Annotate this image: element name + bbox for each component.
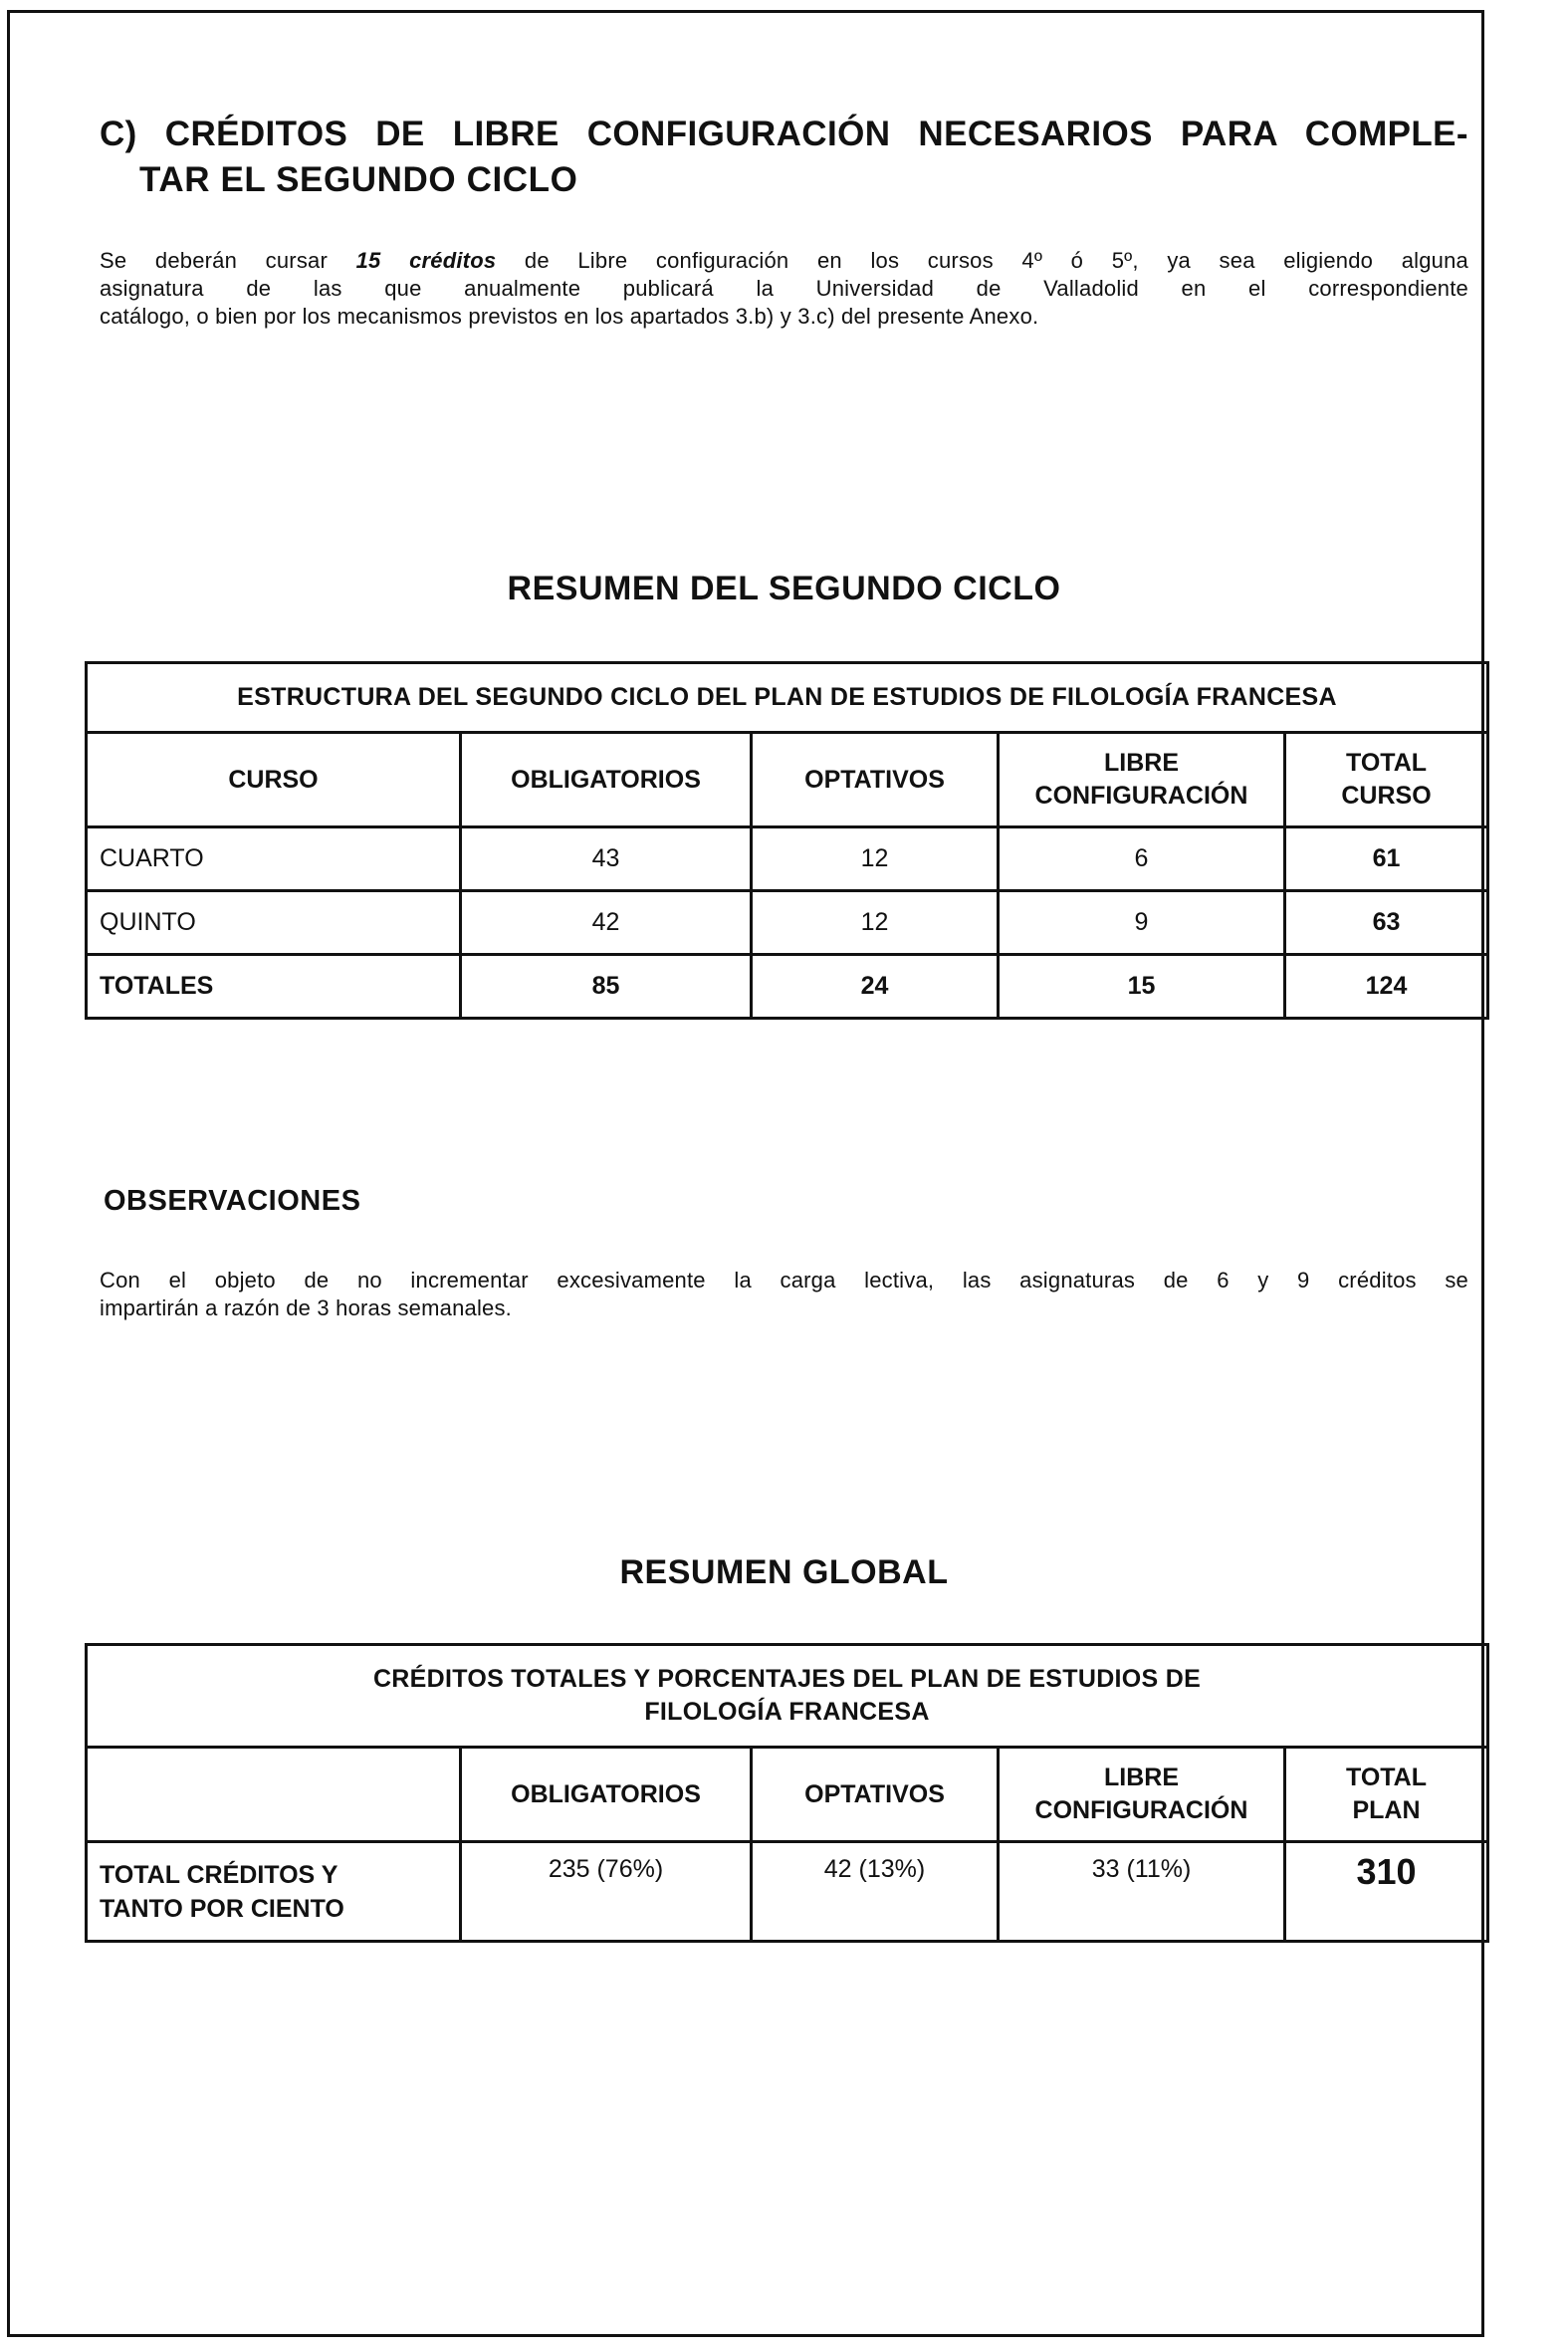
paragraph-line-1 [100,247,1468,275]
cell-libre: 6 [999,827,1285,891]
row-label-line-1: TOTAL CRÉDITOS Y [100,1860,338,1889]
header-total-line-1: TOTAL [1346,749,1428,777]
cell-total: 63 [1285,891,1488,955]
cell-obligatorios: 42 [461,891,752,955]
paragraph-line-2: asignatura de las que anualmente publicará la Universidad de Valladolid en el correspondiente [100,276,1468,301]
section-c-heading-line-1: C) CRÉDITOS DE LIBRE CONFIGURACIÓN NECESARIOS PARA COMPLE- [100,115,1468,153]
observaciones-paragraph [100,1267,1468,1322]
header-empty [87,1748,461,1842]
table-totals-row [87,955,1488,1019]
header-optativos: OPTATIVOS [752,733,999,827]
observaciones-line-1: Con el objeto de no incrementar excesivamente la carga lectiva, las asignaturas de 6 y 9 créditos se [100,1268,1468,1293]
cell-optativos: 24 [752,955,999,1019]
header-curso: CURSO [87,733,461,827]
cell-obligatorios: 43 [461,827,752,891]
cell-total: 61 [1285,827,1488,891]
cell-optativos: 12 [752,891,999,955]
table-header-row [87,1748,1488,1842]
table-title-row [87,1645,1488,1748]
table-title-line-1: CRÉDITOS TOTALES Y PORCENTAJES DEL PLAN DE ESTUDIOS DE [372,1665,1202,1693]
header-libre-line-1: LIBRE [1104,749,1179,777]
cell-curso: QUINTO [87,891,461,955]
cell-libre: 15 [999,955,1285,1019]
page-frame [7,10,1484,2337]
paragraph-text: de Libre configuración en los cursos 4º ó 5º, ya sea eligiendo alguna [496,248,1468,273]
paragraph-line-3: catálogo, o bien por los mecanismos previstos en los apartados 3.b) y 3.c) del presente Anexo. [100,304,1039,329]
second-cycle-table [85,661,1489,1020]
table-row [87,891,1488,955]
header-optativos: OPTATIVOS [752,1748,999,1842]
cell-curso: TOTALES [87,955,461,1019]
global-summary-table [85,1643,1489,1943]
table-title-row [87,663,1488,733]
cell-row-label [87,1842,461,1942]
paragraph-text: Se deberán cursar [100,248,356,273]
cell-libre: 9 [999,891,1285,955]
header-obligatorios: OBLIGATORIOS [461,1748,752,1842]
table-title-line-2: FILOLOGÍA FRANCESA [644,1698,930,1726]
header-libre [999,733,1285,827]
row-label-line-2: TANTO POR CIENTO [100,1894,344,1923]
header-total-line-2: CURSO [1341,782,1432,810]
header-libre-line-2: CONFIGURACIÓN [1034,1796,1248,1824]
observaciones-line-2: impartirán a razón de 3 horas semanales. [100,1295,512,1320]
header-total-line-2: PLAN [1352,1796,1421,1824]
table-title: ESTRUCTURA DEL SEGUNDO CICLO DEL PLAN DE ESTUDIOS DE FILOLOGÍA FRANCESA [87,663,1488,733]
table-header-row [87,733,1488,827]
section-c-heading-line-2: TAR EL SEGUNDO CICLO [139,160,578,199]
table-row [87,1842,1488,1942]
header-libre-line-2: CONFIGURACIÓN [1034,782,1248,810]
emphasized-credits: 15 créditos [355,248,497,273]
cell-obligatorios: 85 [461,955,752,1019]
header-obligatorios: OBLIGATORIOS [461,733,752,827]
cell-curso: CUARTO [87,827,461,891]
header-total [1285,1748,1488,1842]
header-libre-line-1: LIBRE [1104,1763,1179,1791]
cell-total: 310 [1285,1842,1488,1942]
cell-optativos: 42 (13%) [752,1842,999,1942]
cell-obligatorios: 235 (76%) [461,1842,752,1942]
global-summary-title: RESUMEN GLOBAL [619,1553,949,1591]
section-c-paragraph [100,247,1468,331]
cell-optativos: 12 [752,827,999,891]
cell-libre: 33 (11%) [999,1842,1285,1942]
header-libre [999,1748,1285,1842]
cell-total: 124 [1285,955,1488,1019]
observaciones-title: OBSERVACIONES [104,1185,361,1217]
second-cycle-title: RESUMEN DEL SEGUNDO CICLO [507,570,1061,607]
table-title [87,1645,1488,1748]
header-total-line-1: TOTAL [1346,1763,1428,1791]
header-total [1285,733,1488,827]
table-row [87,827,1488,891]
